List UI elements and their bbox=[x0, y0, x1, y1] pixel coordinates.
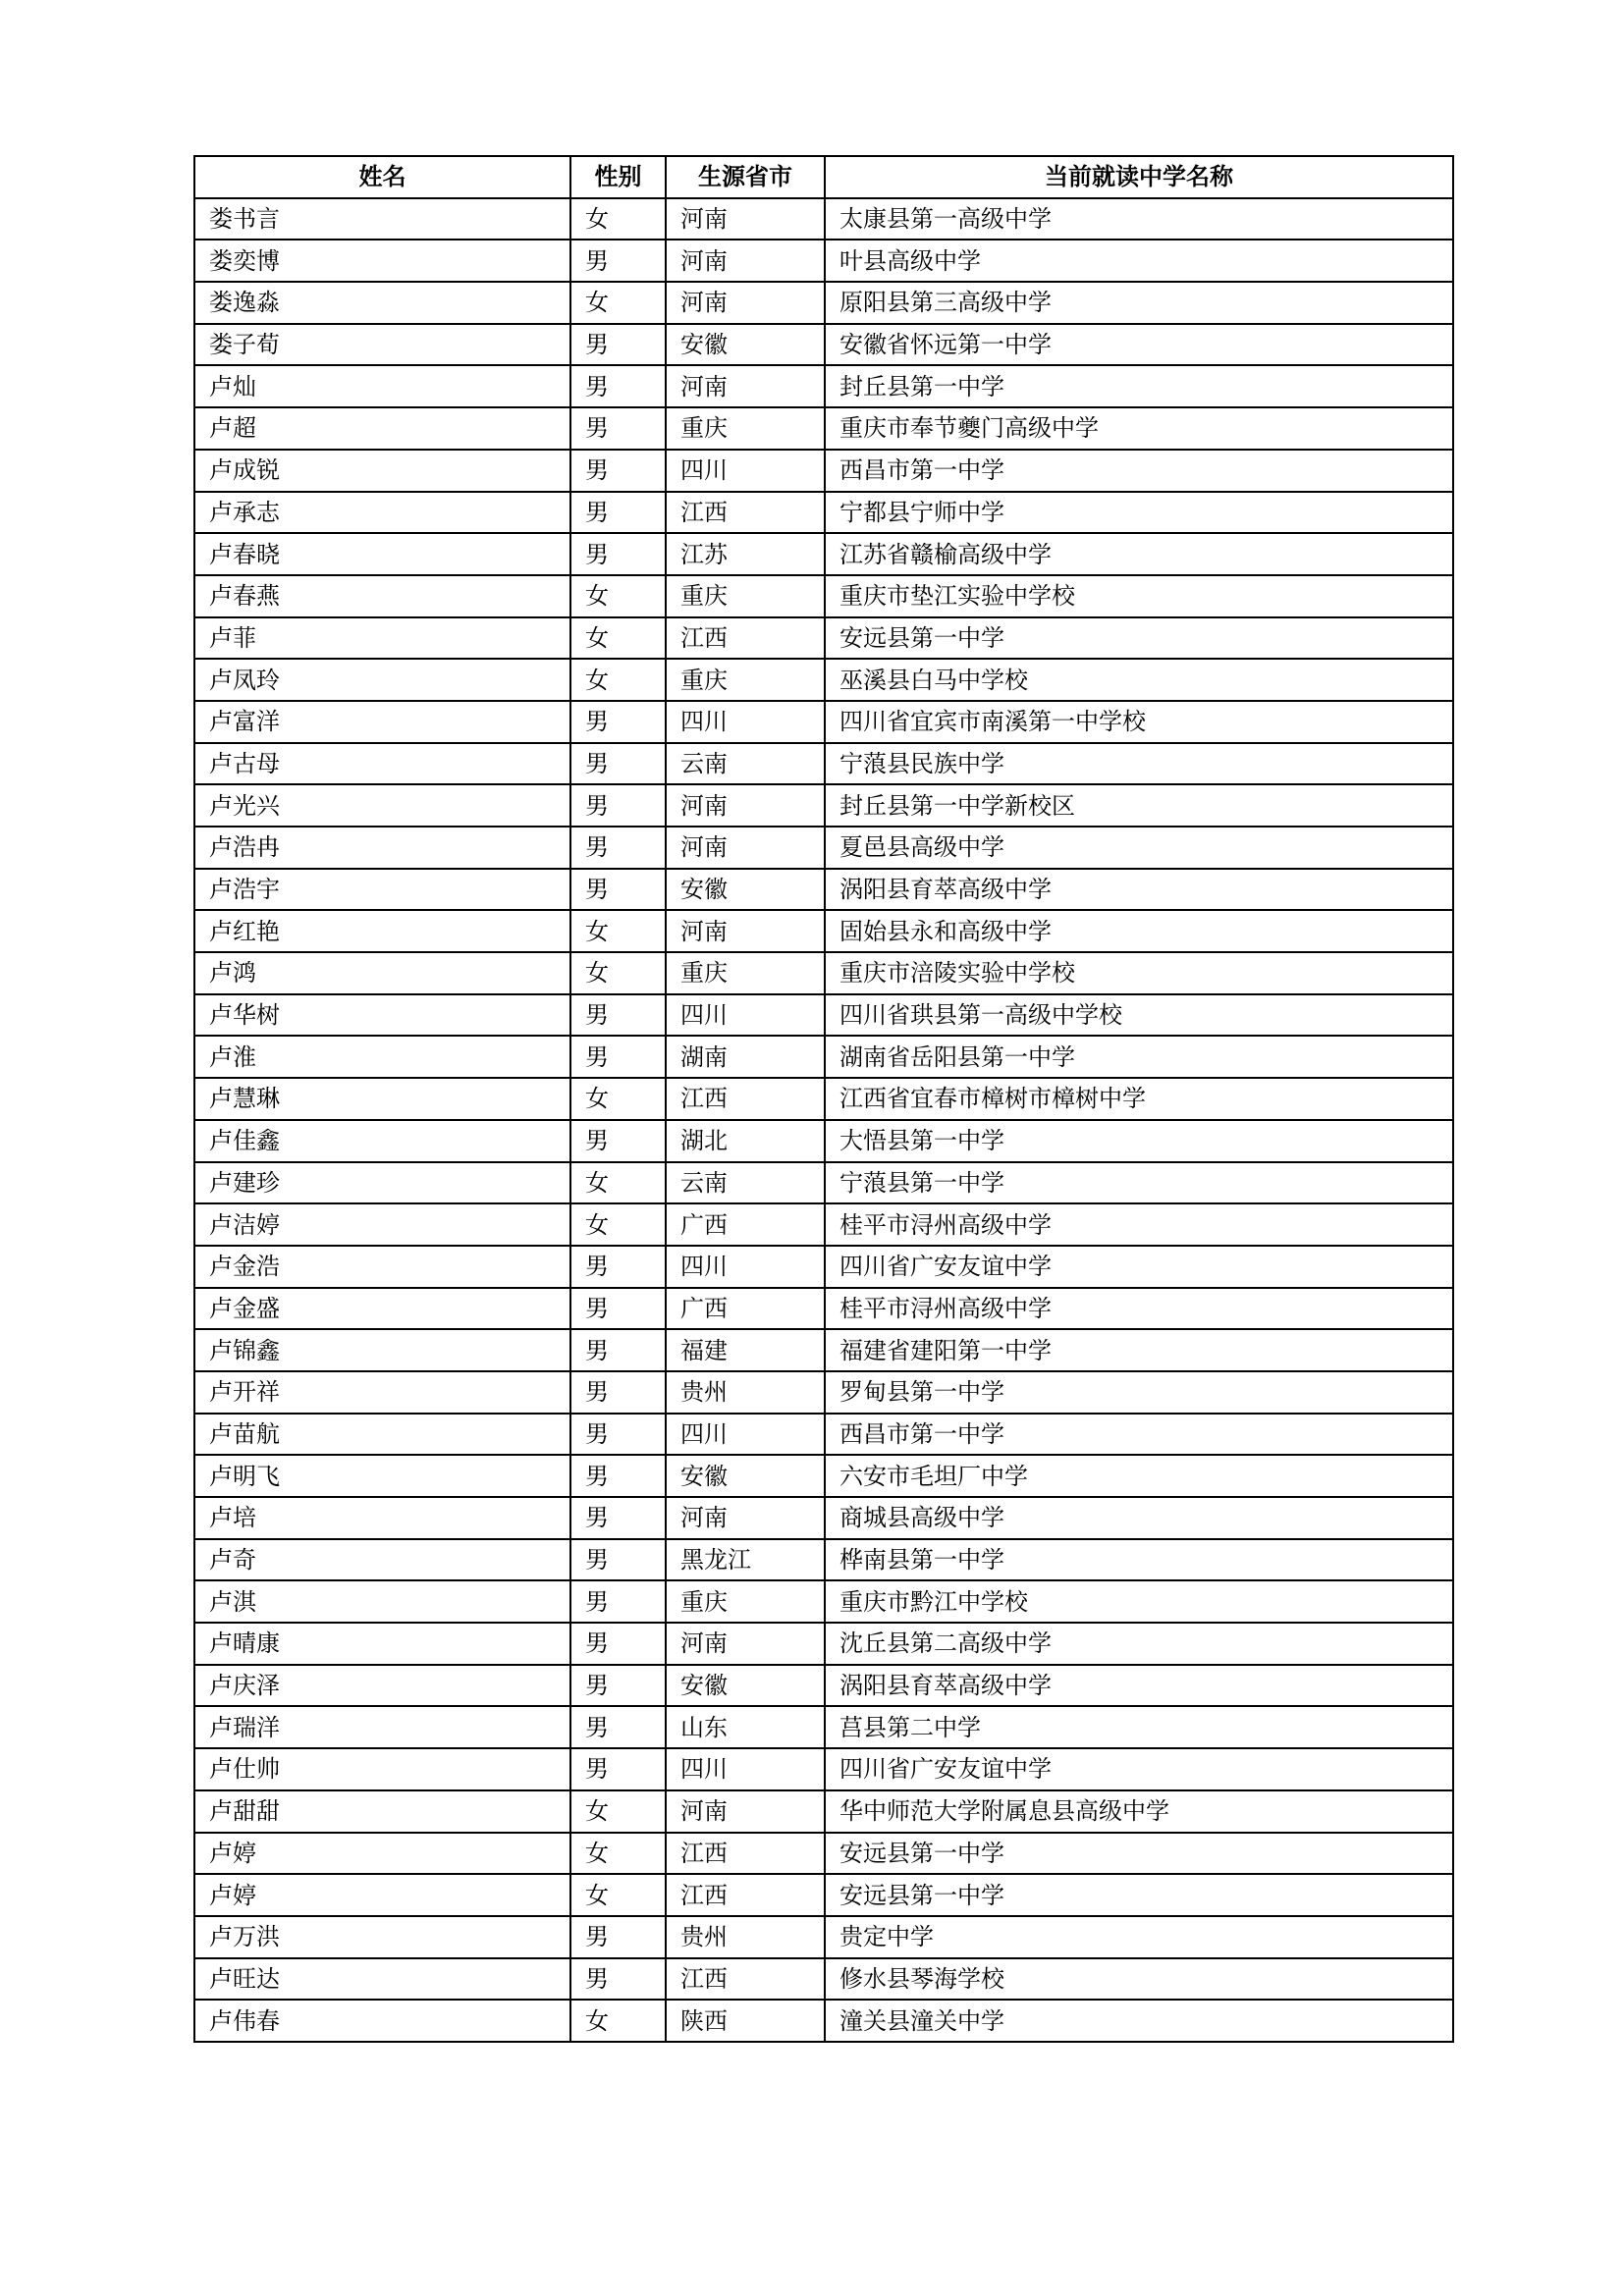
cell-province: 四川 bbox=[666, 701, 825, 743]
cell-gender: 女 bbox=[570, 1078, 666, 1120]
cell-school: 江苏省赣榆高级中学 bbox=[825, 533, 1453, 575]
table-row bbox=[194, 1539, 1453, 1581]
cell-name: 卢富洋 bbox=[194, 701, 570, 743]
table-row bbox=[194, 1497, 1453, 1539]
header-gender: 性别 bbox=[570, 156, 666, 198]
cell-school: 太康县第一高级中学 bbox=[825, 198, 1453, 240]
cell-province: 安徽 bbox=[666, 1455, 825, 1497]
cell-school: 四川省宜宾市南溪第一中学校 bbox=[825, 701, 1453, 743]
cell-name: 卢成锐 bbox=[194, 450, 570, 492]
cell-gender: 男 bbox=[570, 701, 666, 743]
cell-name: 卢培 bbox=[194, 1497, 570, 1539]
cell-province: 安徽 bbox=[666, 324, 825, 366]
cell-name: 卢甜甜 bbox=[194, 1790, 570, 1833]
table-row bbox=[194, 575, 1453, 617]
table-row bbox=[194, 1580, 1453, 1623]
cell-name: 卢锦鑫 bbox=[194, 1329, 570, 1371]
cell-gender: 女 bbox=[570, 617, 666, 660]
cell-gender: 女 bbox=[570, 1790, 666, 1833]
table-row bbox=[194, 1706, 1453, 1748]
cell-province: 河南 bbox=[666, 240, 825, 282]
cell-name: 卢灿 bbox=[194, 365, 570, 407]
cell-gender: 男 bbox=[570, 1580, 666, 1623]
cell-gender: 男 bbox=[570, 533, 666, 575]
cell-name: 卢苗航 bbox=[194, 1414, 570, 1456]
cell-name: 娄书言 bbox=[194, 198, 570, 240]
table-row bbox=[194, 198, 1453, 240]
table-row bbox=[194, 282, 1453, 324]
cell-province: 四川 bbox=[666, 1246, 825, 1288]
table-row bbox=[194, 533, 1453, 575]
cell-province: 江西 bbox=[666, 1833, 825, 1875]
cell-school: 涡阳县育萃高级中学 bbox=[825, 1665, 1453, 1707]
table-row bbox=[194, 1288, 1453, 1330]
cell-school: 六安市毛坦厂中学 bbox=[825, 1455, 1453, 1497]
cell-province: 河南 bbox=[666, 198, 825, 240]
table-row bbox=[194, 1203, 1453, 1246]
cell-province: 湖北 bbox=[666, 1120, 825, 1162]
table-row bbox=[194, 240, 1453, 282]
table-row bbox=[194, 1078, 1453, 1120]
cell-name: 卢佳鑫 bbox=[194, 1120, 570, 1162]
cell-province: 江西 bbox=[666, 1958, 825, 2001]
cell-gender: 男 bbox=[570, 324, 666, 366]
cell-province: 黑龙江 bbox=[666, 1539, 825, 1581]
cell-school: 封丘县第一中学 bbox=[825, 365, 1453, 407]
table-row bbox=[194, 1665, 1453, 1707]
cell-province: 陕西 bbox=[666, 2000, 825, 2042]
cell-name: 卢浩冉 bbox=[194, 827, 570, 869]
cell-gender: 男 bbox=[570, 1414, 666, 1456]
cell-gender: 男 bbox=[570, 1288, 666, 1330]
cell-name: 娄奕博 bbox=[194, 240, 570, 282]
table-body bbox=[194, 198, 1453, 2042]
cell-name: 卢旺达 bbox=[194, 1958, 570, 2001]
student-table bbox=[193, 155, 1454, 2043]
cell-province: 河南 bbox=[666, 365, 825, 407]
cell-gender: 男 bbox=[570, 240, 666, 282]
cell-school: 巫溪县白马中学校 bbox=[825, 659, 1453, 701]
cell-province: 河南 bbox=[666, 827, 825, 869]
cell-gender: 男 bbox=[570, 1706, 666, 1748]
table-row bbox=[194, 324, 1453, 366]
cell-name: 卢春燕 bbox=[194, 575, 570, 617]
cell-school: 西昌市第一中学 bbox=[825, 1414, 1453, 1456]
cell-name: 卢浩宇 bbox=[194, 869, 570, 911]
cell-province: 贵州 bbox=[666, 1916, 825, 1958]
cell-school: 四川省广安友谊中学 bbox=[825, 1246, 1453, 1288]
table-row bbox=[194, 492, 1453, 534]
cell-province: 安徽 bbox=[666, 869, 825, 911]
cell-province: 重庆 bbox=[666, 575, 825, 617]
cell-province: 重庆 bbox=[666, 1580, 825, 1623]
cell-school: 重庆市奉节夔门高级中学 bbox=[825, 407, 1453, 450]
cell-gender: 女 bbox=[570, 1874, 666, 1916]
cell-name: 娄子荀 bbox=[194, 324, 570, 366]
table-row bbox=[194, 994, 1453, 1037]
cell-gender: 男 bbox=[570, 407, 666, 450]
cell-school: 贵定中学 bbox=[825, 1916, 1453, 1958]
cell-province: 四川 bbox=[666, 1414, 825, 1456]
cell-gender: 男 bbox=[570, 1748, 666, 1790]
cell-province: 江西 bbox=[666, 492, 825, 534]
cell-name: 卢瑞洋 bbox=[194, 1706, 570, 1748]
cell-gender: 男 bbox=[570, 1455, 666, 1497]
cell-province: 贵州 bbox=[666, 1371, 825, 1414]
cell-school: 华中师范大学附属息县高级中学 bbox=[825, 1790, 1453, 1833]
cell-school: 江西省宜春市樟树市樟树中学 bbox=[825, 1078, 1453, 1120]
table-row bbox=[194, 1414, 1453, 1456]
table-row bbox=[194, 1790, 1453, 1833]
table-row bbox=[194, 450, 1453, 492]
cell-name: 卢光兴 bbox=[194, 784, 570, 827]
cell-school: 潼关县潼关中学 bbox=[825, 2000, 1453, 2042]
table-row bbox=[194, 1162, 1453, 1204]
cell-province: 河南 bbox=[666, 784, 825, 827]
cell-school: 宁蒗县第一中学 bbox=[825, 1162, 1453, 1204]
cell-school: 重庆市垫江实验中学校 bbox=[825, 575, 1453, 617]
cell-gender: 男 bbox=[570, 1329, 666, 1371]
cell-name: 卢金浩 bbox=[194, 1246, 570, 1288]
cell-province: 四川 bbox=[666, 994, 825, 1037]
cell-school: 沈丘县第二高级中学 bbox=[825, 1623, 1453, 1665]
cell-school: 桦南县第一中学 bbox=[825, 1539, 1453, 1581]
cell-school: 涡阳县育萃高级中学 bbox=[825, 869, 1453, 911]
cell-province: 广西 bbox=[666, 1203, 825, 1246]
cell-school: 宁都县宁师中学 bbox=[825, 492, 1453, 534]
cell-school: 宁蒗县民族中学 bbox=[825, 743, 1453, 785]
cell-school: 大悟县第一中学 bbox=[825, 1120, 1453, 1162]
cell-school: 安远县第一中学 bbox=[825, 1833, 1453, 1875]
table-row bbox=[194, 869, 1453, 911]
cell-gender: 男 bbox=[570, 827, 666, 869]
table-row bbox=[194, 701, 1453, 743]
table-row bbox=[194, 365, 1453, 407]
table-row bbox=[194, 1246, 1453, 1288]
cell-province: 河南 bbox=[666, 1623, 825, 1665]
cell-name: 卢古母 bbox=[194, 743, 570, 785]
header-name: 姓名 bbox=[194, 156, 570, 198]
cell-name: 卢春晓 bbox=[194, 533, 570, 575]
cell-name: 卢奇 bbox=[194, 1539, 570, 1581]
cell-province: 江西 bbox=[666, 617, 825, 660]
table-row bbox=[194, 1748, 1453, 1790]
cell-school: 重庆市涪陵实验中学校 bbox=[825, 952, 1453, 994]
table-row bbox=[194, 1455, 1453, 1497]
cell-province: 重庆 bbox=[666, 952, 825, 994]
table-row bbox=[194, 1120, 1453, 1162]
cell-gender: 男 bbox=[570, 1120, 666, 1162]
cell-school: 重庆市黔江中学校 bbox=[825, 1580, 1453, 1623]
cell-name: 卢开祥 bbox=[194, 1371, 570, 1414]
cell-name: 卢菲 bbox=[194, 617, 570, 660]
cell-name: 卢洁婷 bbox=[194, 1203, 570, 1246]
cell-name: 卢华树 bbox=[194, 994, 570, 1037]
cell-gender: 男 bbox=[570, 869, 666, 911]
cell-name: 娄逸淼 bbox=[194, 282, 570, 324]
cell-province: 山东 bbox=[666, 1706, 825, 1748]
table-row bbox=[194, 1329, 1453, 1371]
cell-gender: 女 bbox=[570, 575, 666, 617]
cell-school: 莒县第二中学 bbox=[825, 1706, 1453, 1748]
cell-name: 卢万洪 bbox=[194, 1916, 570, 1958]
table-row bbox=[194, 1036, 1453, 1078]
cell-name: 卢庆泽 bbox=[194, 1665, 570, 1707]
cell-gender: 男 bbox=[570, 492, 666, 534]
cell-gender: 女 bbox=[570, 198, 666, 240]
cell-name: 卢淮 bbox=[194, 1036, 570, 1078]
cell-name: 卢鸿 bbox=[194, 952, 570, 994]
header-row bbox=[194, 156, 1453, 198]
cell-gender: 男 bbox=[570, 1916, 666, 1958]
table-row bbox=[194, 952, 1453, 994]
cell-school: 商城县高级中学 bbox=[825, 1497, 1453, 1539]
table-row bbox=[194, 407, 1453, 450]
table-row bbox=[194, 1623, 1453, 1665]
cell-gender: 男 bbox=[570, 784, 666, 827]
cell-province: 河南 bbox=[666, 1790, 825, 1833]
cell-province: 安徽 bbox=[666, 1665, 825, 1707]
cell-gender: 男 bbox=[570, 743, 666, 785]
cell-province: 重庆 bbox=[666, 659, 825, 701]
header-province: 生源省市 bbox=[666, 156, 825, 198]
table-row bbox=[194, 1916, 1453, 1958]
cell-school: 罗甸县第一中学 bbox=[825, 1371, 1453, 1414]
table-row bbox=[194, 827, 1453, 869]
cell-province: 广西 bbox=[666, 1288, 825, 1330]
cell-school: 桂平市浔州高级中学 bbox=[825, 1288, 1453, 1330]
table-row bbox=[194, 1833, 1453, 1875]
cell-school: 四川省珙县第一高级中学校 bbox=[825, 994, 1453, 1037]
cell-gender: 女 bbox=[570, 952, 666, 994]
cell-gender: 男 bbox=[570, 1246, 666, 1288]
table-row bbox=[194, 617, 1453, 660]
header-school: 当前就读中学名称 bbox=[825, 156, 1453, 198]
cell-province: 四川 bbox=[666, 1748, 825, 1790]
cell-school: 四川省广安友谊中学 bbox=[825, 1748, 1453, 1790]
cell-name: 卢仕帅 bbox=[194, 1748, 570, 1790]
cell-school: 湖南省岳阳县第一中学 bbox=[825, 1036, 1453, 1078]
cell-gender: 女 bbox=[570, 282, 666, 324]
cell-name: 卢婷 bbox=[194, 1833, 570, 1875]
cell-gender: 女 bbox=[570, 659, 666, 701]
cell-gender: 男 bbox=[570, 1539, 666, 1581]
cell-school: 安远县第一中学 bbox=[825, 617, 1453, 660]
cell-gender: 男 bbox=[570, 365, 666, 407]
cell-name: 卢婷 bbox=[194, 1874, 570, 1916]
cell-name: 卢凤玲 bbox=[194, 659, 570, 701]
cell-province: 江苏 bbox=[666, 533, 825, 575]
table-row bbox=[194, 1958, 1453, 2001]
cell-province: 江西 bbox=[666, 1078, 825, 1120]
table-row bbox=[194, 1371, 1453, 1414]
table-row bbox=[194, 743, 1453, 785]
cell-province: 河南 bbox=[666, 282, 825, 324]
table-row bbox=[194, 2000, 1453, 2042]
cell-province: 福建 bbox=[666, 1329, 825, 1371]
cell-name: 卢慧琳 bbox=[194, 1078, 570, 1120]
cell-province: 河南 bbox=[666, 1497, 825, 1539]
table-row bbox=[194, 659, 1453, 701]
cell-gender: 男 bbox=[570, 994, 666, 1037]
cell-school: 安远县第一中学 bbox=[825, 1874, 1453, 1916]
cell-name: 卢淇 bbox=[194, 1580, 570, 1623]
cell-gender: 男 bbox=[570, 450, 666, 492]
cell-province: 四川 bbox=[666, 450, 825, 492]
cell-name: 卢晴康 bbox=[194, 1623, 570, 1665]
cell-school: 安徽省怀远第一中学 bbox=[825, 324, 1453, 366]
cell-school: 固始县永和高级中学 bbox=[825, 910, 1453, 952]
cell-gender: 女 bbox=[570, 910, 666, 952]
cell-gender: 男 bbox=[570, 1958, 666, 2001]
cell-name: 卢红艳 bbox=[194, 910, 570, 952]
cell-school: 原阳县第三高级中学 bbox=[825, 282, 1453, 324]
cell-school: 福建省建阳第一中学 bbox=[825, 1329, 1453, 1371]
cell-school: 叶县高级中学 bbox=[825, 240, 1453, 282]
table-row bbox=[194, 1874, 1453, 1916]
cell-gender: 男 bbox=[570, 1371, 666, 1414]
cell-name: 卢金盛 bbox=[194, 1288, 570, 1330]
cell-school: 桂平市浔州高级中学 bbox=[825, 1203, 1453, 1246]
cell-name: 卢伟春 bbox=[194, 2000, 570, 2042]
cell-gender: 女 bbox=[570, 1162, 666, 1204]
cell-gender: 男 bbox=[570, 1665, 666, 1707]
cell-school: 封丘县第一中学新校区 bbox=[825, 784, 1453, 827]
cell-gender: 男 bbox=[570, 1623, 666, 1665]
cell-school: 夏邑县高级中学 bbox=[825, 827, 1453, 869]
cell-province: 湖南 bbox=[666, 1036, 825, 1078]
table-row bbox=[194, 784, 1453, 827]
cell-province: 河南 bbox=[666, 910, 825, 952]
cell-gender: 男 bbox=[570, 1036, 666, 1078]
cell-province: 云南 bbox=[666, 743, 825, 785]
cell-name: 卢明飞 bbox=[194, 1455, 570, 1497]
cell-province: 云南 bbox=[666, 1162, 825, 1204]
cell-province: 重庆 bbox=[666, 407, 825, 450]
cell-name: 卢承志 bbox=[194, 492, 570, 534]
cell-gender: 女 bbox=[570, 2000, 666, 2042]
cell-name: 卢超 bbox=[194, 407, 570, 450]
cell-school: 西昌市第一中学 bbox=[825, 450, 1453, 492]
cell-province: 江西 bbox=[666, 1874, 825, 1916]
cell-school: 修水县琴海学校 bbox=[825, 1958, 1453, 2001]
cell-gender: 女 bbox=[570, 1203, 666, 1246]
cell-name: 卢建珍 bbox=[194, 1162, 570, 1204]
table-row bbox=[194, 910, 1453, 952]
cell-gender: 女 bbox=[570, 1833, 666, 1875]
cell-gender: 男 bbox=[570, 1497, 666, 1539]
